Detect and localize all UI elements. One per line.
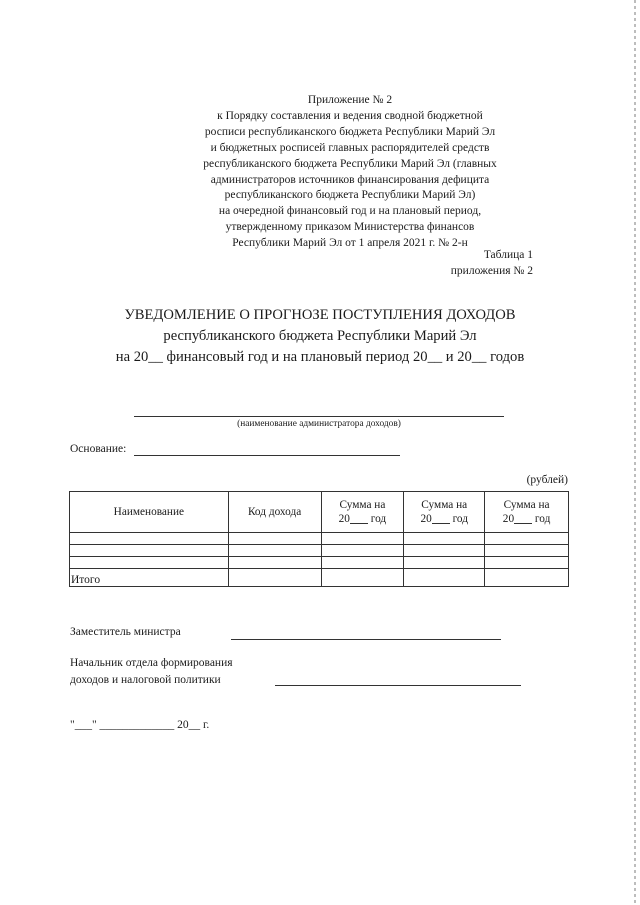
department-head-label: [70, 655, 233, 689]
appendix-line: республиканского бюджета Республики Марий Эл (главных: [203, 157, 497, 170]
table-cell[interactable]: [321, 557, 404, 569]
table-cell[interactable]: [228, 557, 321, 569]
basis-field[interactable]: [134, 455, 400, 456]
appendix-line: утвержденному приказом Министерства финансов: [225, 221, 475, 234]
table-cell[interactable]: [485, 557, 569, 569]
department-head-line-2: доходов и налоговой политики: [70, 674, 221, 686]
appendix-line: к Порядку составления и ведения сводной бюджетной: [217, 109, 483, 122]
header-year-prefix: 20: [502, 513, 515, 525]
year-blank: [350, 512, 368, 524]
header-name: Наименование: [70, 492, 229, 533]
header-code: Код дохода: [228, 492, 321, 533]
total-row: [70, 569, 569, 587]
admin-name-caption: (наименование администратора доходов): [237, 419, 401, 429]
table-cell[interactable]: [485, 533, 569, 545]
table-reference: [400, 248, 533, 280]
table-cell[interactable]: [321, 545, 404, 557]
appendix-header: [200, 93, 500, 252]
appendix-line: Приложение № 2: [307, 94, 393, 106]
header-sum-year-2: [404, 492, 485, 533]
table-cell[interactable]: [70, 533, 229, 545]
table-row: [70, 545, 569, 557]
date-field[interactable]: "___" _____________ 20__ г.: [70, 719, 210, 731]
header-year-suffix: год: [452, 513, 469, 525]
appendix-line: администраторов источников финансирования дефицита: [210, 173, 490, 186]
scan-edge-artifact: [634, 0, 636, 905]
department-head-line-1: Начальник отдела формирования: [70, 657, 233, 669]
table-ref-line-2: приложения № 2: [450, 264, 533, 277]
table-cell[interactable]: [70, 545, 229, 557]
basis-label: Основание:: [70, 443, 127, 455]
total-cell[interactable]: [321, 569, 404, 587]
total-cell[interactable]: [228, 569, 321, 587]
total-cell[interactable]: [485, 569, 569, 587]
appendix-line: росписи республиканского бюджета Республики Марий Эл: [204, 125, 496, 138]
deputy-signature-field[interactable]: [231, 639, 501, 640]
table-row: [70, 557, 569, 569]
title-line-2: республиканского бюджета Республики Марий Эл: [163, 328, 477, 344]
table-cell[interactable]: [228, 533, 321, 545]
table-cell[interactable]: [70, 557, 229, 569]
table-cell[interactable]: [404, 545, 485, 557]
title-line-1: УВЕДОМЛЕНИЕ О ПРОГНОЗЕ ПОСТУПЛЕНИЯ ДОХОДОВ: [124, 307, 516, 323]
table-header-row: [70, 492, 569, 533]
header-year-suffix: год: [534, 513, 551, 525]
header-sum-label: Сумма на: [339, 498, 386, 511]
header-sum-year-1: [321, 492, 404, 533]
appendix-line: на очередной финансовый год и на плановый период,: [218, 205, 482, 218]
header-year-prefix: 20: [338, 513, 350, 525]
appendix-line: Республики Марий Эл от 1 апреля 2021 г. № 2-н: [232, 237, 468, 250]
title-line-3: на 20__ финансовый год и на плановый период 20__ и 20__ годов: [115, 349, 525, 365]
admin-name-field[interactable]: [134, 416, 504, 417]
header-sum-year-3: [485, 492, 569, 533]
header-year-prefix: 20: [420, 513, 432, 525]
table-cell[interactable]: [404, 533, 485, 545]
table-cell[interactable]: [321, 533, 404, 545]
currency-note: (рублей): [526, 474, 568, 486]
header-year-suffix: год: [370, 513, 387, 525]
appendix-line: и бюджетных росписей главных распорядителей средств: [210, 141, 490, 154]
document-title: [60, 305, 580, 368]
total-cell[interactable]: [404, 569, 485, 587]
department-head-signature-field[interactable]: [275, 685, 521, 686]
appendix-line: республиканского бюджета Республики Марий Эл): [224, 189, 476, 202]
table-ref-line-1: Таблица 1: [483, 249, 533, 261]
total-label: Итого: [70, 569, 229, 587]
table-row: [70, 533, 569, 545]
header-sum-label: Сумма на: [421, 498, 468, 511]
header-sum-label: Сумма на: [503, 498, 550, 511]
income-forecast-table: [69, 491, 569, 587]
deputy-minister-label: Заместитель министра: [70, 626, 181, 638]
table-cell[interactable]: [228, 545, 321, 557]
year-blank: [514, 512, 532, 524]
year-blank: [432, 512, 450, 524]
table-cell[interactable]: [404, 557, 485, 569]
table-cell[interactable]: [485, 545, 569, 557]
